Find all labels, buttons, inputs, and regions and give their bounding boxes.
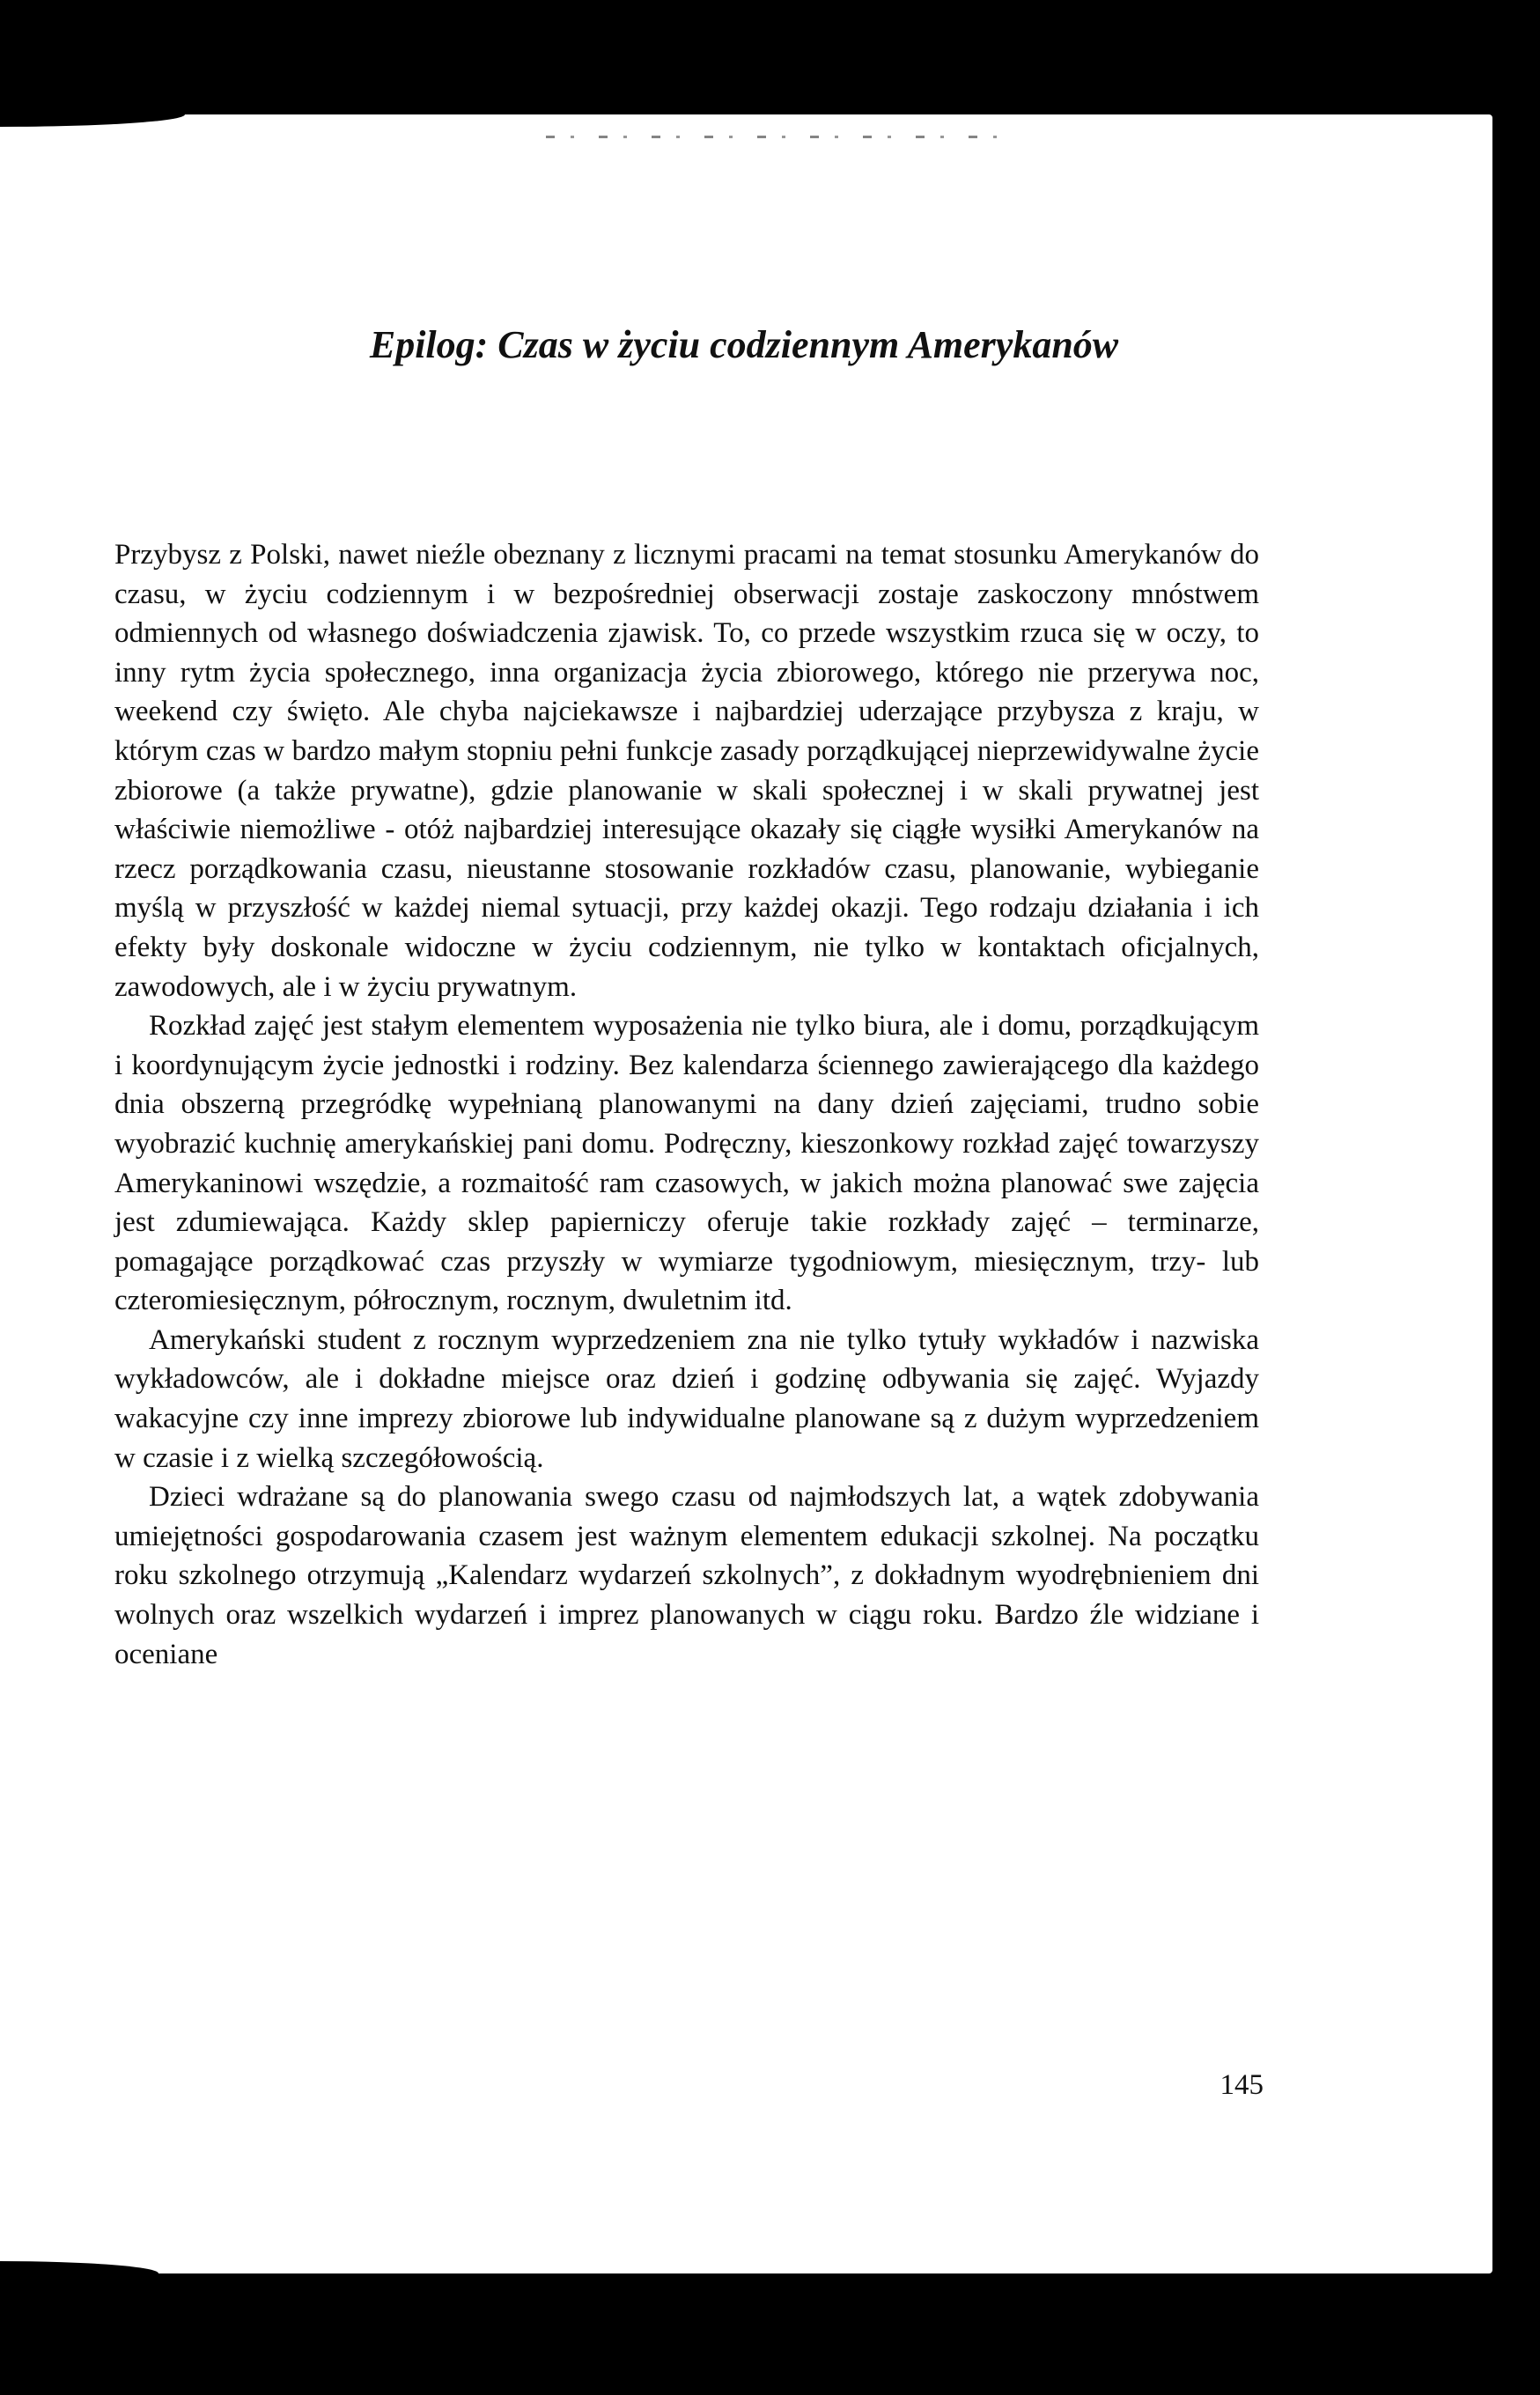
chapter-title: Epilog: Czas w życiu codziennym Amerykanów [369, 323, 1119, 366]
paragraph: Rozkład zajęć jest stałym elementem wyposażenia nie tylko biura, ale i domu, porządkującym i koordynującym życie jednostki i rodziny. Bez kalendarza ściennego zawierającego dla każdego dnia obszerną przegródkę wypełnianą planowanymi na dany dzień zajęciami, trudno sobie wyobrazić kuchnię amerykańskiej pani domu. Podręczny, kieszonkowy rozkład zajęć towarzyszy Amerykaninowi wszędzie, a rozmaitość ram czasowych, w jakich można planować swe zajęcia jest zdumiewająca. Każdy sklep papierniczy oferuje takie rozkłady zajęć – terminarze, pomagające porządkować czas przyszły w wymiarze tygodniowym, miesięcznym, trzy- lub czteromiesięcznym, półrocznym, rocznym, dwuletnim itd. [114, 1010, 1259, 1317]
page-edge-shadow-bottom [0, 2261, 158, 2273]
paragraph: Amerykański student z rocznym wyprzedzeniem zna nie tylko tytuły wykładów i nazwiska wykładowców, ale i dokładne miejsce oraz dzień i godzinę odbywania się zajęć. Wyjazdy wakacyjne czy inne imprezy zbiorowe lub indywidualne planowane są z dużym wyprzedzeniem w czasie i z wielką szczegółowością. [114, 1323, 1259, 1474]
scan-artifact [546, 136, 1004, 138]
paragraph: Dzieci wdrażane są do planowania swego czasu od najmłodszych lat, a wątek zdobywania umiejętności gospodarowania czasem jest ważnym elementem edukacji szkolnej. Na początku roku szkolnego otrzymują „Kalendarz wydarzeń szkolnych”, z dokładnym wyodrębnieniem dni wolnych oraz wszelkich wydarzeń i imprez planowanych w ciągu roku. Bardzo źle widziane i oceniane [114, 1481, 1259, 1670]
body-text [114, 535, 1259, 1674]
paragraph: Przybysz z Polski, nawet nieźle obeznany z licznymi pracami na temat stosunku Amerykanów do czasu, w życiu codziennym i w bezpośredniej obserwacji zostaje zaskoczony mnóstwem odmiennych od własnego doświadczenia zjawisk. To, co przede wszystkim rzuca się w oczy, to inny rytm życia społecznego, inna organizacja życia zbiorowego, którego nie przerywa noc, weekend czy święto. Ale chyba najciekawsze i najbardziej uderzające przybysza z kraju, w którym czas w bardzo małym stopniu pełni funkcje zasady porządkującej nieprzewidywalne życie zbiorowe (a także prywatne), gdzie planowanie w skali społecznej i w skali prywatnej jest właściwie niemożliwe - otóż najbardziej interesujące okazały się ciągłe wysiłki Amerykanów na rzecz porządkowania czasu, nieustanne stosowanie rozkładów czasu, planowanie, wybieganie myślą w przyszłość w każdej niemal sytuacji, przy każdej okazji. Tego rodzaju działania i ich efekty były doskonale widoczne w życiu codziennym, nie tylko w kontaktach oficjalnych, zawodowych, ale i w życiu prywatnym. [114, 539, 1259, 1003]
book-page [0, 114, 1492, 2273]
page-number: 145 [1219, 2069, 1264, 2101]
page-edge-shadow-top [0, 114, 185, 127]
